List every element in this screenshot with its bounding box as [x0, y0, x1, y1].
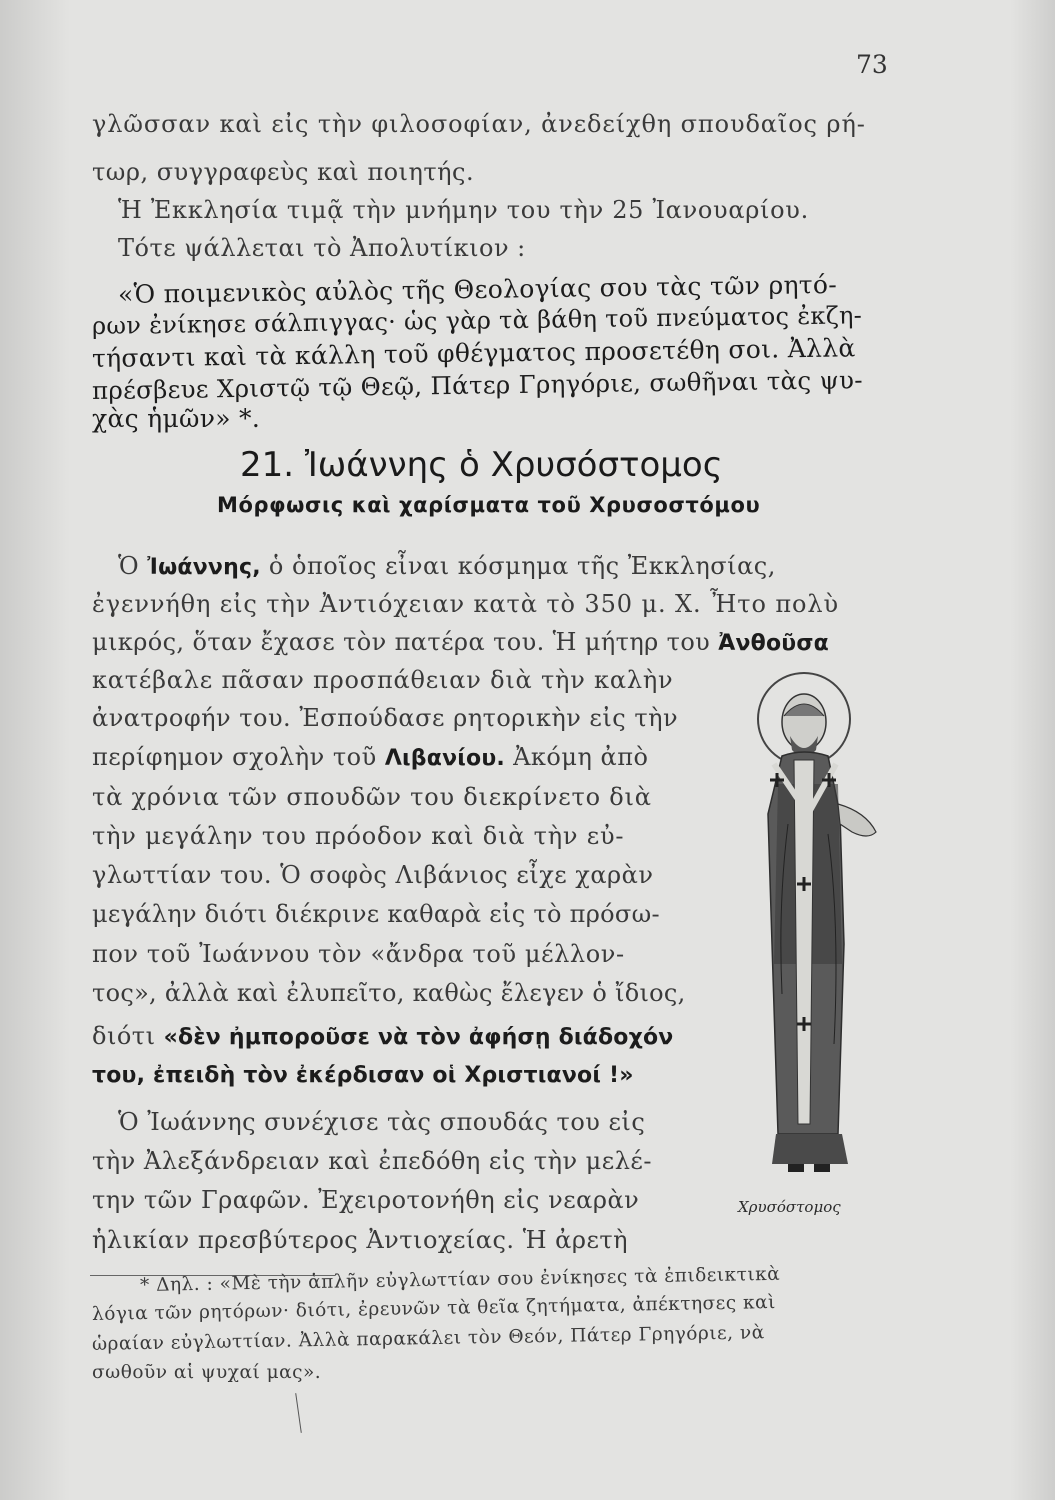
- bold-quote: «δὲν ἠμποροῦσε νὰ τὸν ἀφήσῃ διάδοχόν: [163, 1025, 674, 1050]
- text-line: Τότε ψάλλεται τὸ Ἀπολυτίκιον :: [118, 234, 526, 262]
- body-line: τὰ χρόνια τῶν σπουδῶν του διεκρίνετο διὰ: [92, 783, 652, 811]
- body-line: κατέβαλε πᾶσαν προσπάθειαν διὰ τὴν καλὴν: [92, 666, 674, 694]
- body-line: ἀνατροφήν του. Ἐσπούδασε ρητορικὴν εἰς τὴν: [92, 704, 679, 732]
- body-line: τὴν Ἀλεξάνδρειαν καὶ ἐπεδόθη εἰς τὴν μελέ-: [92, 1147, 652, 1175]
- text-line: τωρ, συγγραφεὺς καὶ ποιητής.: [92, 158, 475, 186]
- body-line: ἐγεννήθη εἰς τὴν Ἀντιόχειαν κατὰ τὸ 350 μ. Χ. Ἦτο πολὺ: [92, 590, 839, 618]
- body-line: διότι «δὲν ἠμποροῦσε νὰ τὸν ἀφήσῃ διάδοχόν: [92, 1022, 674, 1050]
- hymn-line: πρέσβευε Χριστῷ τῷ Θεῷ, Πάτερ Γρηγόριε, σωθῆναι τὰς ψυ-: [91, 365, 863, 405]
- footnote-line: σωθοῦν αἱ ψυχαί μας».: [92, 1362, 322, 1383]
- page-number: 73: [856, 50, 888, 79]
- hymn-line: χὰς ἡμῶν» *.: [92, 404, 261, 433]
- saint-figure-icon: [748, 664, 894, 1184]
- bold-name: Ἰωάννης,: [147, 555, 261, 580]
- body-line: τος», ἀλλὰ καὶ ἐλυπεῖτο, καθὼς ἔλεγεν ὁ ἴδιος,: [92, 979, 686, 1007]
- footnote-line: ὡραίαν εὐγλωττίαν. Ἀλλὰ παρακάλει τὸν Θεόν, Πάτερ Γρηγόριε, νὰ: [91, 1322, 765, 1355]
- body-line: μικρός, ὅταν ἔχασε τὸν πατέρα του. Ἡ μήτηρ του Ἀνθοῦσα: [92, 628, 829, 656]
- hymn-line: «Ὁ ποιμενικὸς αὐλὸς τῆς Θεολογίας σου τὰς τῶν ρητό-: [117, 269, 838, 309]
- saint-icon-illustration: [748, 664, 894, 1184]
- hymn-line: τήσαντι καὶ τὰ κάλλη τοῦ φθέγματος προσετέθη σοι. Ἀλλὰ: [91, 333, 856, 373]
- body-line: μεγάλην διότι διέκρινε καθαρὰ εἰς τὸ πρόσω-: [92, 900, 660, 928]
- body-line: την τῶν Γραφῶν. Ἐχειροτονήθη εἰς νεαρὰν: [92, 1186, 640, 1214]
- section-heading: 21. Ἰωάννης ὁ Χρυσόστομος: [240, 445, 723, 485]
- footnote-line: * Δηλ. : «Μὲ τὴν ἁπλῆν εὐγλωττίαν σου ἐνίκησες τὰ ἐπιδεικτικὰ: [139, 1263, 781, 1296]
- body-line: γλωττίαν του. Ὁ σοφὸς Λιβάνιος εἶχε χαρὰν: [92, 861, 654, 889]
- bold-name: Ἀνθοῦσα: [718, 631, 829, 656]
- text-line: Ἡ Ἐκκλησία τιμᾷ τὴν μνήμην του τὴν 25 Ἰανουαρίου.: [118, 196, 809, 224]
- body-line-bold: του, ἐπειδὴ τὸν ἐκέρδισαν οἱ Χριστιανοί !»: [92, 1063, 634, 1088]
- body-line: πον τοῦ Ἰωάννου τὸν «ἄνδρα τοῦ μέλλον-: [92, 940, 625, 968]
- body-line: Ὁ Ἰωάννης, ὁ ὁποῖος εἶναι κόσμημα τῆς Ἐκκλησίας,: [118, 552, 776, 580]
- footnote-line: λόγια τῶν ρητόρων· διότι, ἐρευνῶν τὰ θεῖα ζητήματα, ἀπέκτησες καὶ: [91, 1292, 777, 1325]
- hymn-line: ρων ἐνίκησε σάλπιγγας· ὡς γὰρ τὰ βάθη τοῦ πνεύματος ἐκζη-: [91, 301, 863, 340]
- text-line: γλῶσσαν καὶ εἰς τὴν φιλοσοφίαν, ἀνεδείχθη σπουδαῖος ρή-: [92, 110, 866, 138]
- body-line: Ὁ Ἰωάννης συνέχισε τὰς σπουδάς του εἰς: [118, 1108, 646, 1136]
- figure-caption: Χρυσόστομος: [738, 1198, 841, 1216]
- body-line: περίφημον σχολὴν τοῦ Λιβανίου. Ἀκόμη ἀπὸ: [92, 743, 649, 771]
- section-subheading: Μόρφωσις καὶ χαρίσματα τοῦ Χρυσοστόμου: [217, 493, 761, 517]
- bold-name: Λιβανίου.: [384, 746, 505, 771]
- body-line: ἡλικίαν πρεσβύτερος Ἀντιοχείας. Ἡ ἀρετὴ: [92, 1226, 629, 1254]
- body-line: τὴν μεγάλην του πρόοδον καὶ διὰ τὴν εὐ-: [92, 822, 625, 850]
- stray-pen-mark: [295, 1393, 302, 1433]
